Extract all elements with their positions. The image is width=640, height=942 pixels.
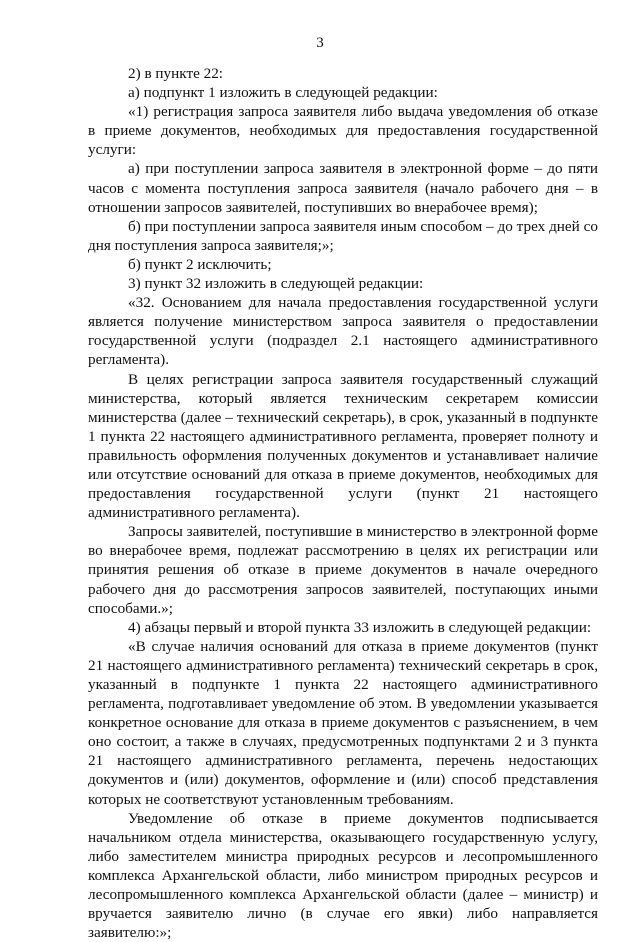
document-body — [88, 64, 598, 942]
paragraph-item-4-header: 4) абзацы первый и второй пункта 33 изложить в следующей редакции: — [128, 618, 592, 636]
paragraph-other-method: б) при поступлении запроса заявителя иным способом – до трех дней со дня поступления запроса заявителя;»; — [88, 217, 598, 254]
paragraph-quote-1: «1) регистрация запроса заявителя либо выдача уведомления об отказе в приеме документов, необходимых для предоставления государственной услуги: — [88, 103, 598, 159]
paragraph-registration: В целях регистрации запроса заявителя государственный служащий министерства, который является техническим секретарем комиссии министерства (далее – технический секретарь), в срок, указанный в подпункте 1 пункта 22 настоящего административного регламента, проверяет полноту и правильность оформления полученных документов и устанавливает наличие или отсутствие оснований для отказа в приеме документов, необходимых для предоставления государственной услуги (пункт 21 настоящего административного регламента). — [88, 370, 598, 522]
paragraph-subitem-a: а) подпункт 1 изложить в следующей редакции: — [128, 84, 438, 102]
paragraph-item-2-header: 2) в пункте 22: — [128, 65, 224, 82]
paragraph-refusal-grounds: «В случае наличия оснований для отказа в приеме документов (пункт 21 настоящего административного регламента) технический секретарь в срок, указанный в подпункте 1 пункта 22 настоящего административного регламента, подготавливает уведомление об этом. В уведомлении указывается конкретное основание для отказа в приеме документов с разъяснением, в чем оно состоит, а также в случаях, предусмотренных подпунктами 2 и 3 пункта 21 настоящего административного регламента, перечень недостающих документов и (или) документов, оформление и (или) способ представления которых не соответствуют установленным требованиям. — [88, 637, 598, 808]
paragraph-item-3-header: 3) пункт 32 изложить в следующей редакции: — [128, 275, 424, 293]
paragraph-subitem-b: б) пункт 2 исключить; — [128, 255, 272, 273]
paragraph-refusal-notice: Уведомление об отказе в приеме документов подписывается начальником отдела министерства, оказывающего государственную услугу, либо заместителем министра природных ресурсов и лесопромышленного комплекса Архангельской области, либо министром природных ресурсов и лесопромышленного комплекса Архангельской области (далее – министр) и вручается заявителю лично (в случае его явки) либо направляется заявителю:»; — [88, 809, 598, 942]
paragraph-requests: Запросы заявителей, поступившие в министерство в электронной форме во внерабочее время, подлежат рассмотрению в целях их регистрации или принятия решения об отказе в приеме документов в начале очередного рабочего дня до рассмотрения запросов заявителей, поступающих иными способами.»; — [88, 523, 598, 617]
paragraph-item-32: «32. Основанием для начала предоставления государственной услуги является получение министерством запроса заявителя о предоставлении государственной услуги (подраздел 2.1 настоящего административного регламента). — [88, 294, 598, 369]
paragraph-electronic-form: а) при поступлении запроса заявителя в электронной форме – до пяти часов с момента поступления запроса заявителя (начало рабочего дня – в отношении запросов заявителей, поступивших во внерабочее время); — [88, 160, 598, 216]
page-number: 3 — [316, 35, 324, 51]
